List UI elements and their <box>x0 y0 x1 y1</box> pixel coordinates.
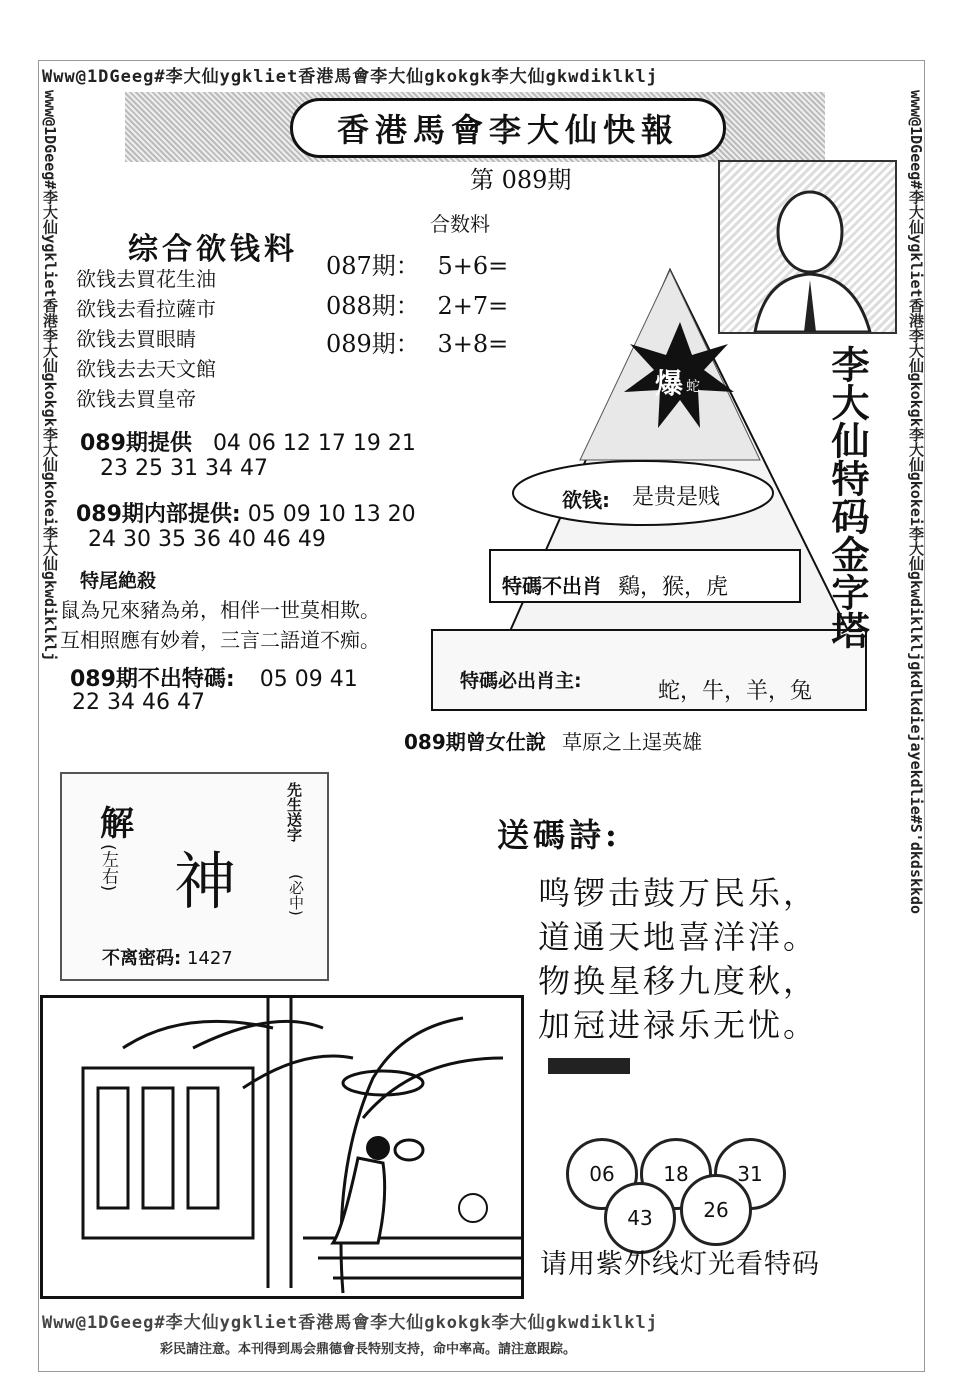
sum-expr: 2+7= <box>437 292 509 320</box>
sum-expr: 5+6= <box>437 252 509 280</box>
uv-hint: 请用紫外线灯光看特码 <box>540 1249 820 1280</box>
decoder-code-label: 不离密码: <box>102 948 182 969</box>
right-ticker: www@1DGeeg#李大仙ygkliet香港李大仙gkokgk李大仙gkokei李大仙gkwdiklkljgkdlkdiejayekdlie#S'dkdskkdo <box>907 90 925 915</box>
poem-line: 物换星移九度秋， <box>538 962 819 1000</box>
decoder-right-top: 先生送字 <box>285 782 303 842</box>
sum-period: 088期： <box>326 292 420 320</box>
money-label: 欲钱: <box>562 488 610 512</box>
pyramid-not-out-label: 特碼不出肖 <box>502 574 602 598</box>
pyramid-must-label: 特碼必出肖主: <box>460 670 582 692</box>
pyramid-not-out-text: 鷄，猴，虎 <box>618 575 729 600</box>
footer-notice: 彩民請注意。本刊得到馬会鼎德會長特别支持，命中率高。請注意跟踪。 <box>160 1342 577 1357</box>
riddle-lines <box>76 264 216 414</box>
riddle-line: 欲钱去去天文館 <box>76 357 216 381</box>
issue-number: 第 089期 <box>470 166 572 194</box>
zeng-label: 089期曾女仕說 <box>404 730 546 754</box>
sum-period: 087期： <box>326 252 420 280</box>
riddle-line: 欲钱去買皇帝 <box>76 387 196 411</box>
provide-numbers: 04 06 12 17 19 21 <box>212 431 416 456</box>
not-out-label: 089期不出特碼: <box>70 667 235 692</box>
garden-scene-icon <box>43 998 521 1296</box>
riddle-line: 欲钱去買花生油 <box>76 267 216 291</box>
top-ticker: Www@1DGeeg#李大仙ygkliet香港馬會李大仙gkokgk李大仙gkwdiklklj <box>42 67 658 87</box>
not-out-numbers: 05 09 41 <box>259 667 358 692</box>
provide-numbers-2: 23 25 31 34 47 <box>100 456 268 481</box>
not-out-line1 <box>70 662 358 693</box>
decoder-big-char: 神 <box>174 845 237 918</box>
number-circle: 31 <box>714 1138 786 1210</box>
riddle-line: 欲钱去看拉薩市 <box>76 297 216 321</box>
poem-title: 送碼詩: <box>497 816 621 854</box>
number-circle: 26 <box>680 1174 752 1246</box>
inner-label: 089期内部提供: <box>76 502 241 527</box>
poem-line: 鸣锣击鼓万民乐， <box>538 874 819 912</box>
inner-numbers-2: 24 30 35 36 40 46 49 <box>88 527 326 552</box>
inner-numbers: 05 09 10 13 20 <box>247 502 416 527</box>
burst-main: 爆 <box>655 367 684 400</box>
decoder-code-line <box>102 944 233 970</box>
poem-line: 加冠进禄乐无忧。 <box>538 1006 819 1044</box>
decoder-right-bottom: (必中) <box>287 874 305 916</box>
riddle-title: 综合欲钱料 <box>128 232 298 267</box>
number-circle: 06 <box>566 1138 638 1210</box>
zeng-text: 草原之上逞英雄 <box>562 730 703 754</box>
riddle-line: 欲钱去買眼睛 <box>76 327 196 351</box>
poem-line: 道通天地喜洋洋。 <box>538 918 819 956</box>
bottom-ticker: Www@1DGeeg#李大仙ygkliet香港馬會李大仙gkokgk李大仙gkwdiklklj <box>42 1313 658 1333</box>
provide-line1 <box>80 426 416 457</box>
tail-kill-label: 特尾絶殺 <box>80 570 157 592</box>
ink-illustration <box>40 995 524 1299</box>
number-circle: 18 <box>640 1138 712 1210</box>
number-circle: 43 <box>604 1182 676 1254</box>
sum-label: 合数料 <box>430 212 490 236</box>
sum-period: 089期： <box>326 330 420 358</box>
tail-kill-line1: 鼠為兄來豬為弟，相伴一世莫相欺。 <box>60 598 380 622</box>
sum-expr: 3+8= <box>437 330 509 358</box>
inner-line1 <box>76 497 416 528</box>
left-ticker: www@1DGeeg#李大仙ygkliet香港李大仙gkokgk李大仙gkokei李大仙gkwdiklklj <box>41 90 59 662</box>
money-text: 是贵是贱 <box>632 485 721 510</box>
not-out-numbers-2: 22 34 46 47 <box>72 690 205 715</box>
provide-label: 089期提供 <box>80 431 192 456</box>
decoder-code: 1427 <box>186 948 233 969</box>
zeng-line <box>404 726 702 755</box>
decoder-jie: 解 <box>100 804 134 844</box>
pyramid-must-text: 蛇，牛，羊，兔 <box>658 679 813 704</box>
pyramid-title: 李大仙特码金字塔 <box>825 345 870 649</box>
stamp-mark <box>548 1058 630 1074</box>
tail-kill-line2: 互相照應有妙着，三言二語道不痴。 <box>60 628 380 652</box>
decoder-hint: (左右) <box>98 844 118 892</box>
page-title: 香港馬會李大仙快報 <box>290 98 726 158</box>
decoder-box <box>60 772 329 981</box>
burst-sub: 蛇 <box>686 379 700 395</box>
